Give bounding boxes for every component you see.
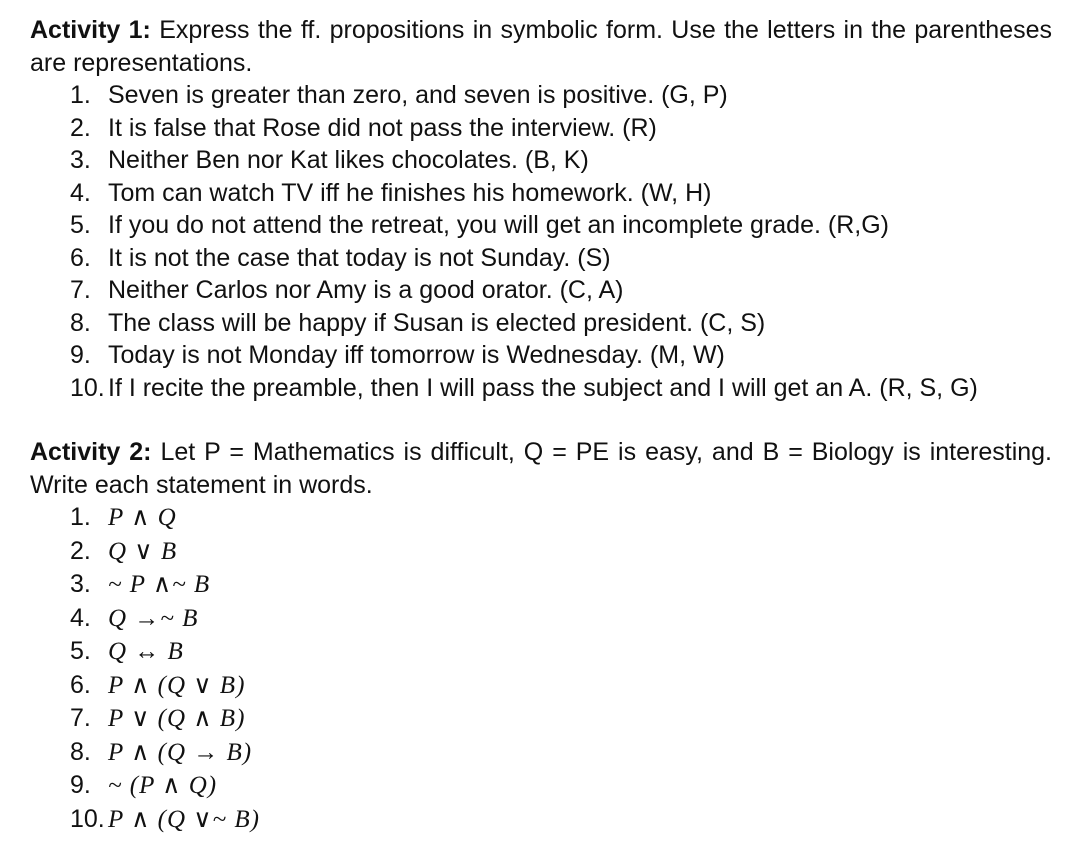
item-number: 10. bbox=[70, 373, 105, 402]
formula-text: P ∧ (Q ∨~ B) bbox=[108, 805, 260, 833]
item-text: If you do not attend the retreat, you will get an incomplete grade. (R,G) bbox=[108, 211, 889, 239]
activity-1-item bbox=[30, 112, 1052, 145]
activity-2-item bbox=[30, 702, 1052, 736]
item-number: 3. bbox=[70, 570, 91, 598]
formula-text: Q →~ B bbox=[108, 604, 199, 632]
activity-1-item bbox=[30, 144, 1052, 177]
item-number: 4. bbox=[70, 178, 91, 207]
item-number: 7. bbox=[70, 704, 91, 732]
item-text: Tom can watch TV iff he finishes his homework. (W, H) bbox=[108, 178, 712, 207]
activity-2-item bbox=[30, 568, 1052, 602]
document-page bbox=[30, 14, 1052, 836]
formula-text: P ∧ (Q ∨ B) bbox=[108, 671, 246, 699]
item-text: The class will be happy if Susan is elected president. (C, S) bbox=[108, 308, 766, 337]
item-text: Neither Ben nor Kat likes chocolates. (B, K) bbox=[108, 146, 589, 174]
item-number: 9. bbox=[70, 341, 91, 369]
item-number: 5. bbox=[70, 211, 91, 239]
item-text: Today is not Monday iff tomorrow is Wednesday. (M, W) bbox=[108, 341, 725, 369]
formula-text: Q ↔ B bbox=[108, 638, 184, 665]
item-text: Seven is greater than zero, and seven is positive. (G, P) bbox=[108, 81, 728, 109]
activity-1-item bbox=[30, 177, 1052, 210]
item-number: 9. bbox=[70, 771, 91, 799]
item-number: 10. bbox=[70, 804, 105, 833]
item-number: 8. bbox=[70, 308, 91, 337]
item-number: 6. bbox=[70, 670, 91, 699]
item-text: It is not the case that today is not Sunday. (S) bbox=[108, 243, 611, 272]
activity-1-heading: Activity 1: bbox=[30, 16, 151, 44]
item-number: 2. bbox=[70, 536, 91, 565]
item-number: 3. bbox=[70, 146, 91, 174]
item-text: Neither Carlos nor Amy is a good orator. (C, A) bbox=[108, 276, 624, 304]
item-text: It is false that Rose did not pass the interview. (R) bbox=[108, 113, 657, 142]
activity-1-item bbox=[30, 79, 1052, 112]
activity-1-instruction-paragraph bbox=[30, 14, 1052, 79]
activity-1-item bbox=[30, 274, 1052, 307]
activity-1-item bbox=[30, 307, 1052, 340]
activity-2-item bbox=[30, 501, 1052, 535]
item-number: 1. bbox=[70, 81, 91, 109]
activity-2-instruction-paragraph bbox=[30, 436, 1052, 501]
activity-2-item bbox=[30, 635, 1052, 669]
activity-2-item bbox=[30, 803, 1052, 837]
formula-text: P ∨ (Q ∧ B) bbox=[108, 705, 246, 732]
activity-1-item bbox=[30, 339, 1052, 372]
item-number: 4. bbox=[70, 603, 91, 632]
activity-1-instruction: Express the ff. propositions in symbolic form. Use the letters in the parentheses are representations. bbox=[30, 16, 1053, 77]
activity-2-item bbox=[30, 602, 1052, 636]
section-spacer bbox=[30, 404, 1052, 436]
formula-text: ~ P ∧~ B bbox=[108, 571, 211, 598]
item-number: 7. bbox=[70, 276, 91, 304]
formula-text: P ∧ Q bbox=[108, 504, 177, 531]
activity-2-item bbox=[30, 736, 1052, 770]
item-number: 2. bbox=[70, 113, 91, 142]
activity-2-item bbox=[30, 669, 1052, 703]
formula-text: P ∧ (Q → B) bbox=[108, 738, 253, 766]
activity-1-item bbox=[30, 209, 1052, 242]
activity-2-instruction: Let P = Mathematics is difficult, Q = PE is easy, and B = Biology is interesting. Write each statement in words. bbox=[30, 438, 1052, 499]
item-number: 5. bbox=[70, 637, 91, 665]
formula-text: Q ∨ B bbox=[108, 537, 178, 565]
item-number: 8. bbox=[70, 737, 91, 766]
activity-2-heading: Activity 2: bbox=[30, 438, 152, 466]
item-text: If I recite the preamble, then I will pass the subject and I will get an A. (R, S, G) bbox=[108, 373, 978, 402]
activity-2-item bbox=[30, 769, 1052, 803]
activity-1-item bbox=[30, 372, 1052, 405]
formula-text: ~ (P ∧ Q) bbox=[108, 772, 218, 799]
item-number: 1. bbox=[70, 503, 91, 531]
activity-1-list bbox=[30, 79, 1052, 404]
activity-1-item bbox=[30, 242, 1052, 275]
item-number: 6. bbox=[70, 243, 91, 272]
activity-2-list bbox=[30, 501, 1052, 836]
activity-2-item bbox=[30, 535, 1052, 569]
